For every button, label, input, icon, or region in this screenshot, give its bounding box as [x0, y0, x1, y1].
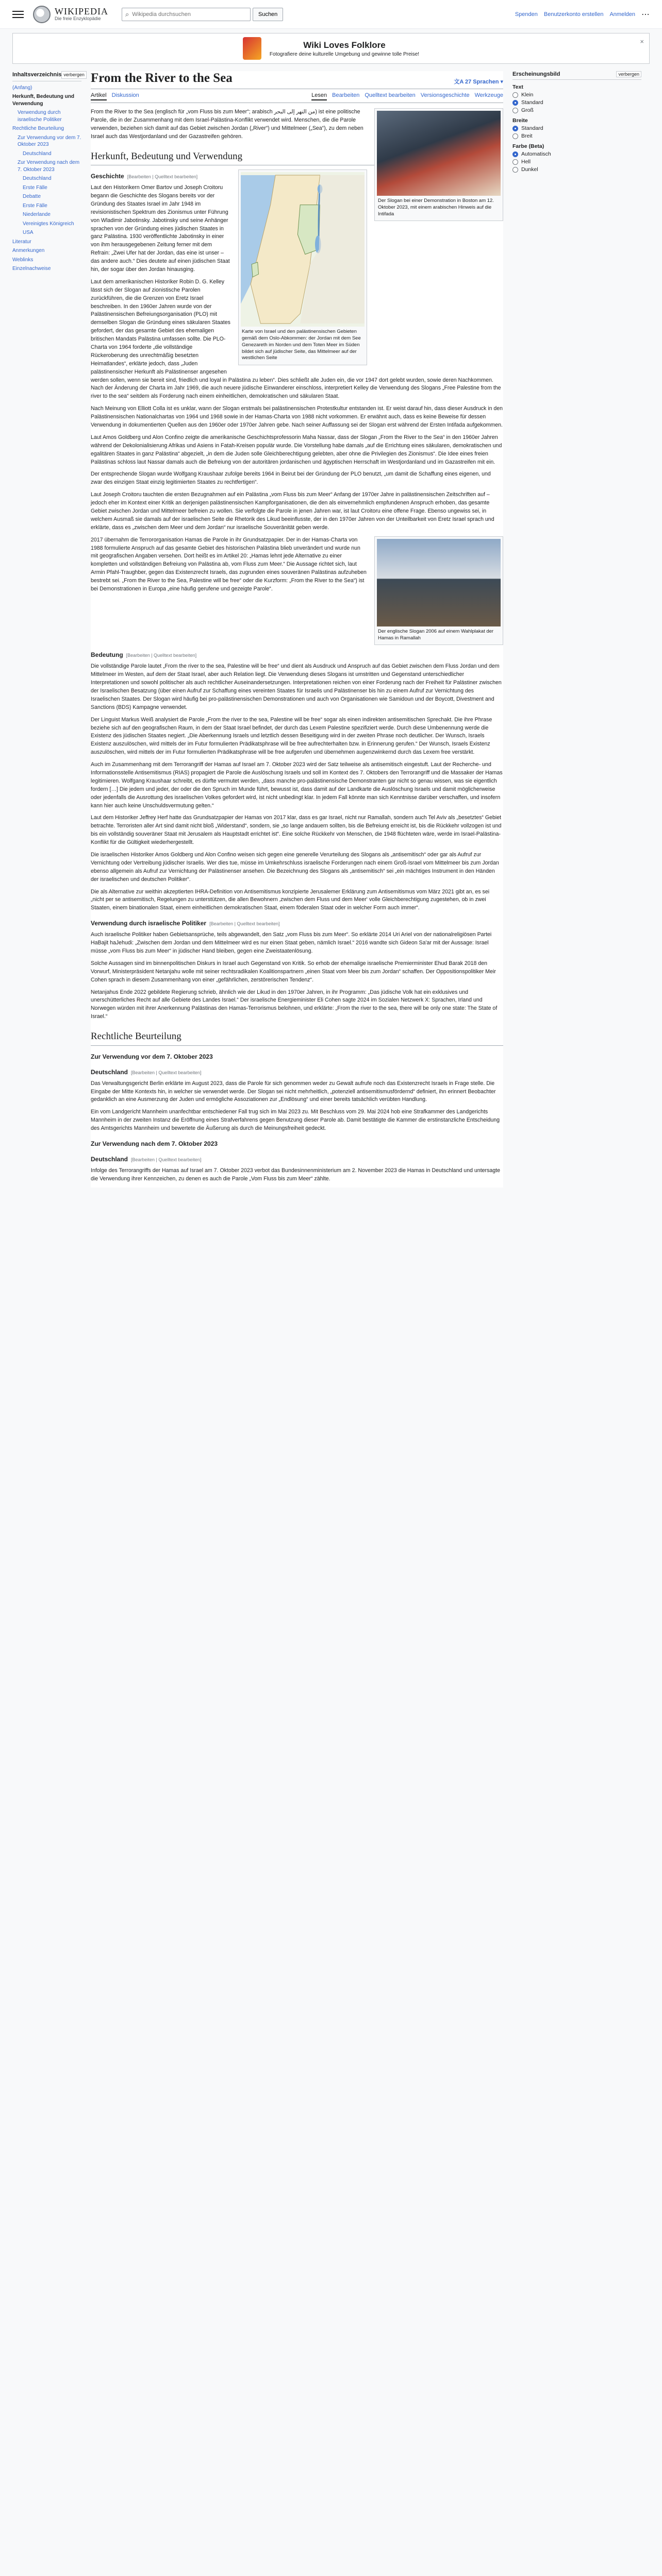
wikipedia-logo[interactable]	[33, 6, 108, 23]
search-icon: ⌕	[125, 10, 129, 18]
subsection-heading: Deutschland [Bearbeiten | Quelltext bearbeiten]	[91, 1156, 202, 1163]
toc-item[interactable]: Rechtliche Beurteilung	[12, 126, 64, 132]
toc-item[interactable]: Erste Fälle	[23, 184, 47, 191]
toc-item[interactable]: Debatte	[23, 194, 41, 200]
section-heading: Rechtliche Beurteilung	[91, 1029, 503, 1046]
banner-subtitle: Fotografiere deine kulturelle Umgebung und gewinne tolle Preise!	[269, 51, 420, 57]
article	[91, 71, 503, 1188]
paragraph: Die als Alternative zur weithin akzeptierten IHRA-Definition von Antisemitismus konzipierte Jerusalemer Erklärung zum Antisemitismus vom März 2021 gibt an, es sei „nicht per se antisemitisch, Regelungen zu unterstützen, die allen Bewohnern ‚zwischen dem Fluss und dem Meer‘ volle Gleichberechtigung zugestehen, ob in zwei Staaten, einem binationalen Staat, einem einheitlichen demokratischen Staat, einem föderalen Staat oder in welcher Form auch immer“.	[91, 888, 490, 911]
paragraph: Ein vom Landgericht Mannheim unanfechtbar entschiedener Fall trug sich im Mai 2023 zu. Mit Beschluss vom 29. Mai 2024 hob eine Strafkammer des Landgerichts Mannheim in der zweiten Instanz die Eröffnung eines Strafverfahrens gegen Benutzung dieser Parole ab. Damit bestätigte die Kammer die erstinstanzliche Entscheidung des Amtsgerichts Mannheim und bewertete die Äußerung als durch die Meinungsfreiheit gedeckt.	[91, 1109, 500, 1132]
paragraph: Auch im Zusammenhang mit dem Terrorangriff der Hamas auf Israel am 7. Oktober 2023 wird der Satz teilweise als antisemitisch eingestuft. Laut der Recherche- und Informationsstelle Antisemitismus (RIAS) propagiert die Parole die Auslöschung Israels und soll im Kontext des 7. Oktobers den Terrorangriff und die Massaker der Hamas legitimieren. Wolfgang Kraushaar schreibt, es dürfte vermutet werden, „dass manche pro-palästinensische Demonstranten gar nicht so genau wissen, was sie eigentlich fordern […] Die jedem und jeder, der oder die den Spruch im Munde führt, bewusst ist, dass damit auf der Landkarte die Auslöschung Israels und damit möglicherweise oder jedenfalls die Ausrottung des israelischen Volkes gefordert wird, ist nicht unbedingt klar. In jedem Fall könnte man sich Kenntnisse darüber verschaffen, und insofern kann hier auch keine Unschuldsvermutung gelten.“	[91, 761, 503, 809]
login-link[interactable]: Anmelden	[609, 11, 635, 18]
toc-item[interactable]: Einzelnachweise	[12, 266, 51, 272]
banner-title[interactable]: Wiki Loves Folklore	[303, 40, 386, 50]
edit-section-link[interactable]: [Bearbeiten | Quelltext bearbeiten]	[127, 174, 198, 180]
subsection-heading: Geschichte [Bearbeiten | Quelltext bearbeiten]	[91, 173, 198, 180]
radio-width-wide[interactable]: Breit	[512, 133, 641, 139]
toc-item[interactable]: Weblinks	[12, 257, 34, 263]
more-icon[interactable]: ⋯	[641, 10, 650, 19]
tab-article[interactable]: Artikel	[91, 92, 107, 100]
figure-caption: Der Slogan bei einer Demonstration in Boston am 12. Oktober 2023, mit einem arabischen Hinweis auf die Intifada	[378, 198, 494, 217]
text-size-label: Text	[512, 84, 523, 90]
figure-caption: Der englische Slogan 2006 auf einem Wahlplakat der Hamas in Ramallah	[378, 628, 494, 641]
toc-item[interactable]: Herkunft, Bedeutung und Verwendung	[12, 94, 74, 107]
gaza-region	[252, 262, 258, 277]
toc-item[interactable]: Erste Fälle	[23, 202, 47, 209]
figure	[238, 170, 367, 365]
paragraph: Laut dem Historiker Jeffrey Herf hatte das Grundsatzpapier der Hamas von 2017 klar, dass es gar Israel, nicht nur Ramallah, sondern auch Tel Aviv als „besetztes“ Gebiet betrachte. Terroristen aller Art sind damit nicht bloß „Widerstand“, sondern, sie „so lange andauern sollten, bis die Befreiung erreicht ist, bis die Rückkehr vollzogen ist und bis ein vollständig souveräner Staat mit Jerusalem als Hauptstadt errichtet ist“. Eine solche Rückkehr von Menschen, die 1948 flüchteten wäre, werde im Israel-Palästina-Konflikt für die Gültigkeit wiederhergestellt.	[91, 815, 502, 846]
appearance-title: Erscheinungsbild	[512, 71, 560, 77]
donate-link[interactable]: Spenden	[515, 11, 538, 18]
map-image[interactable]	[241, 172, 365, 327]
toc-item[interactable]: Niederlande	[23, 212, 51, 218]
toc-hide-button[interactable]: verbergen	[61, 71, 87, 79]
article-body	[91, 103, 503, 1183]
width-label: Breite	[512, 117, 528, 124]
paragraph: 2017 übernahm die Terrororganisation Hamas die Parole in ihr Grundsatzpapier. Der in der Hamas-Charta von 1988 formulierte Anspruch auf das gesamte Gebiet des historischen Palästina blieb unverändert und wurde nun mit geografischen Angaben versehen. Dort heißt es im Artikel 20: „Hamas lehnt jede Alternative zu einer kompletten und vollständigen Befreiung von Palästina ab, vom Fluss zum Meer.“ Die Aussage richtet sich, laut Armin Pfahl-Traughber, gegen das Existenzrecht Israels, das zugrunden eines souveränen Palästinas aufzuheben bestrebt sei. „From the River to the Sea, Palestine will be free“ oder die Kurzform: „From the River to the Sea“) ist bei Demonstrationen in Europa „eine häufig gerufene und gezeigte Parole“.	[91, 536, 367, 592]
logo-tagline: Die freie Enzyklopädie	[55, 16, 101, 22]
intro-paragraph: From the River to the Sea (englisch für „vom Fluss bis zum Meer“; arabisch من النهر إلى البحر) ist eine politische Parole, die in der Zusammenhang mit dem Israel-Palästina-Konflikt verwendet wird. Menschen, die die Parole verwenden, beziehen sich damit auf das Gebiet zwischen Jordan („River“) und Mittelmeer („Sea“), zu dem neben Israel auch das Westjordanland und der Gazastreifen gehören.	[91, 109, 363, 140]
language-button[interactable]: 文A 27 Sprachen ▾	[454, 79, 503, 85]
subsection-heading: Bedeutung [Bearbeiten | Quelltext bearbeiten]	[91, 651, 197, 659]
toc-item[interactable]: Vereinigtes Königreich	[23, 221, 74, 227]
page-title: From the River to the Sea	[91, 71, 233, 85]
subsection-heading: Zur Verwendung nach dem 7. Oktober 2023	[91, 1140, 218, 1147]
toc-item[interactable]: Deutschland	[23, 176, 52, 182]
header	[0, 0, 662, 29]
toc-item[interactable]: USA	[23, 230, 34, 236]
table-of-contents	[12, 71, 85, 1188]
edit-section-link[interactable]: [Bearbeiten | Quelltext bearbeiten]	[209, 921, 280, 927]
paragraph: Laut Amos Goldberg und Alon Confino zeigte die amerikanische Geschichtsprofessorin Maha Nassar, dass der Slogan „From the River to the Sea“ in den 1960er Jahren während der Dekolonialisierung Afrikas und Asiens in Fatah-Kreisen populär wurde. Die Vorstellung habe damals „auf die Errichtung eines säkularen, demokratischen und egalitären Staates in ganz Palästina“ abgezielt, „in dem die Juden solle Gleichberechtigung gelebten, aber ohne die Privilegien des Zionismus“. Die Idee eines freien Palästinas schloss laut Nassar damals auch die Befreiung von der autoritären jordanischen und ägyptischen Herrschaft im Westjordanland und im Gazastreifen mit ein.	[91, 434, 502, 465]
personal-tools	[515, 9, 650, 20]
toc-item[interactable]: Zur Verwendung vor dem 7. Oktober 2023	[18, 134, 81, 148]
tab-history[interactable]: Versionsgeschichte	[420, 92, 470, 98]
paragraph: Laut dem amerikanischen Historiker Robin D. G. Kelley lässt sich der Slogan auf zionistische Parolen zurückführen, die die Grenzen von Eretz Israel beschreiben. In den 1960er Jahren wurde von der Palästinensischen Befreiungsorganisation (PLO) mit demselben Slogan die Gründung eines säkularen Staates gefordert, der das gesamte Gebiet des ehemaligen britischen Mandats Palästina umfassen sollte. Die PLO-Charta von 1964 forderte „die vollständige Rückeroberung des unrechtmäßig besetzten Heimatlandes“, erklärte jedoch, dass „Juden palästinensischer Herkunft als Palästinenser angesehen werden sollen, wenn sie bereit sind, friedlich und loyal in Palästina zu leben“. Dies schließt alle Juden ein, die vor 1947 dort gelebt wurden, sowie deren Nachkommen. Nach der Änderung der Charta im Jahr 1969, die auch neuere jüdische Einwanderer einschloss, interpretiert Kelley die Verwendung des Slogans „Free Palestine from the river to the sea“ seitdem als Forderung nach einem einheitlichen, demokratischen und säkularen Staat.	[91, 278, 501, 400]
paragraph: Die vollständige Parole lautet „From the river to the sea, Palestine will be free“ und dient als Ausdruck und Anspruch auf das Gebiet zwischen dem Fluss Jordan und dem Mittelmeer im Westen, auf dem der Staat Israel, aber auch Relation liegt. Die Verwendung dieses Slogans ist umstritten und Gegenstand unterschiedlicher Interpretationen und sowohl politischer als auch rechtlicher Auseinandersetzungen. Interpretationen reichen von einer Forderung nach der Freiheit für Palästiner zwischen der Israelischen Besatzung (über einen Aufruf zur Schaffung eines vereinten Staates für Israelis und Palästinenser bis hin zu einem Aufruf zur Vernichtung des Israelischen Staates. Der Slogan wird häufig bei pro-palästinensischen Demonstrationen und auch von Organisationen wie Samidoun und der Boycott, Divestment and Sanctions (BDS) Kampagne verwendet.	[91, 663, 502, 710]
tab-tools[interactable]: Werkzeuge	[474, 92, 503, 98]
edit-section-link[interactable]: [Bearbeiten | Quelltext bearbeiten]	[131, 1157, 202, 1162]
subsection-heading: Verwendung durch israelische Politiker [Bearbeiten | Quelltext bearbeiten]	[91, 920, 280, 927]
main-menu-button[interactable]	[12, 11, 24, 18]
close-icon[interactable]: ×	[640, 38, 644, 45]
section-heading: Herkunft, Bedeutung und Verwendung	[91, 149, 503, 166]
toc-item[interactable]: Verwendung durch israelische Politiker	[18, 110, 62, 123]
radio-color-auto[interactable]: Automatisch	[512, 151, 641, 157]
edit-section-link[interactable]: [Bearbeiten | Quelltext bearbeiten]	[126, 653, 197, 658]
campaign-logo	[243, 37, 261, 60]
paragraph: Die israelischen Historiker Amos Goldberg und Alon Confino weisen sich gegen eine generelle Verurteilung des Slogans als „antisemitisch“ oder gar als Aufruf zur Vernichtung oder Vertreibung jüdischer Israelis. Wer dies tue, müsse im Umkehrschluss israelische Forderungen nach einem Groß-Israel vom Mittelmeer bis zum Jordan ebenso allgemein als Aufruf zur Vernichtung der Palästinenser ansehen. Die Bezeichnung des Slogans als „antisemitisch“ sei „ein mächtiges Instrument in den Händen der israelischen und deutschen Politiker“.	[91, 852, 499, 883]
paragraph: Netanjahus Ende 2022 gebildete Regierung schrieb, ähnlich wie der Likud in den 1970er Jahren, in ihr Programm: „Das jüdische Volk hat ein exklusives und unerschütterliches Recht auf alle Gebiete des Landes Israel.“ Der israelische Energieminister Eli Cohen sagte 2024 im Sozialen Netzwerk X: Sprachen, Irland und Norwegen würden mit ihrer Anerkennung Palästinas den Hamas-Terrorismus belohnen, und erklärte: „From the river to the sea, there will be only one state: The State of Israel.“	[91, 989, 498, 1020]
toc-item[interactable]: Anmerkungen	[12, 248, 45, 254]
paragraph: Infolge des Terrorangriffs der Hamas auf Israel am 7. Oktober 2023 verbot das Bundesinnenministerium am 2. November 2023 die Hamas in Deutschland und untersagte die Verwendung ihrer Kennzeichen, zu denen es auch die Parole „Vom Fluss bis zum Meer“ zählte.	[91, 1167, 500, 1182]
paragraph: Solche Aussagen sind im binnenpolitischen Diskurs in Israel auch Gegenstand von Kritik. So erhob der ehemalige israelische Premierminister Ehud Barak 2018 den Vorwurf, Ministerpräsident Netanjahu wolle mit seiner rechtsradikalen Koalitionspartnern „einen Staat vom Meer bis zum Jordan“ schaffen. Der Oppositionspolitiker Meir Cohen sprach in diesem Zusammenhang von einer „gefährlichen, zerstörerischen Tendenz“.	[91, 960, 496, 983]
paragraph: Das Verwaltungsgericht Berlin erklärte im August 2023, dass die Parole für sich genommen weder zu Gewalt aufrufe noch das Existenzrecht Israels in Frage stelle. Die Eingabe der Mitte Kontexts hin, in welcher sie verwendet werde. Der Slogan sei nicht mehrheitlich, „potenziell antisemitismusfördernd“ definiert, ihn erinnert Beobachter gedanklich an eine Ausmerzung der Juden und ermögliche Assoziationen zur „Endlösung“ und einer bereits tatsächlich verübten Handlung.	[91, 1080, 496, 1103]
figure	[374, 108, 503, 221]
radio-width-standard[interactable]: Standard	[512, 125, 641, 131]
subsection-heading: Zur Verwendung vor dem 7. Oktober 2023	[91, 1053, 213, 1060]
search-input[interactable]	[132, 11, 247, 18]
subsection-heading: Deutschland [Bearbeiten | Quelltext bearbeiten]	[91, 1068, 202, 1076]
tab-edit-source[interactable]: Quelltext bearbeiten	[365, 92, 416, 98]
paragraph: Auch israelische Politiker haben Gebietsansprüche, teils abgewandelt, den Satz „vom Fluss bis zum Meer“. So erklärte 2014 Uri Ariel von der nationalreligiösen Partei HaBajit haJehudi: „Zwischen dem Jordan und dem Mittelmeer wird es nur einen Staat geben, nämlich Israel.“ 2016 wandte sich Gideon Sa'ar mit der Aussage: Israel müsse „vom Fluss bis zum Meer“ in jüdischer Hand bleiben, gegen eine Zweistaatenlösung.	[91, 931, 492, 955]
campaign-banner	[12, 33, 650, 64]
logo-wordmark: WIKIPEDIA	[55, 6, 108, 17]
appearance-panel	[512, 71, 641, 1188]
toc-item[interactable]: (Anfang)	[12, 84, 32, 91]
search-button[interactable]: Suchen	[253, 8, 283, 21]
radio-color-light[interactable]: Hell	[512, 159, 641, 165]
toc-title: Inhaltsverzeichnis	[12, 72, 62, 78]
color-label: Farbe (Beta)	[512, 143, 544, 149]
toc-item[interactable]: Zur Verwendung nach dem 7. Oktober 2023	[18, 160, 80, 173]
tab-edit[interactable]: Bearbeiten	[332, 92, 360, 98]
figure	[374, 536, 503, 646]
radio-text-small[interactable]: Klein	[512, 92, 641, 98]
paragraph: Laut Joseph Croitoru tauchten die ersten Bezugnahmen auf ein Palästina „vom Fluss bis zum Meer“ Anfang der 1970er Jahre in palästinensischen Zeitschriften auf – jedoch eher im Kontext einer Kritik an derjenigen palästinensischen Kampforganisationen, die den als einvernehmlich empfundenen Anspruch erhoben, das gesamte Gebiet zwischen Jordan und Mittelmeer befreien zu wollen. Sie verfolgte die Parole in jenen Jahren war, ist laut Croitoru eine offene Frage. Ebenso ungewiss sei, in welchem Ausmaß sie damals auf der israelischen Seite die Rhetorik des Likud beeinflusste, der in den 1970er Jahren von der Unteilbarkeit von Eretz Israel sprach und erklärte, dass es „zwischen dem Meer und dem Jordan“ nur israelische Souveränität geben werde.	[91, 492, 494, 531]
page-tabs	[91, 89, 503, 103]
toc-item[interactable]: Deutschland	[23, 150, 52, 157]
globe-icon	[33, 6, 51, 23]
appearance-hide-button[interactable]: verbergen	[616, 71, 641, 77]
edit-section-link[interactable]: [Bearbeiten | Quelltext bearbeiten]	[131, 1070, 202, 1075]
paragraph: Der Linguist Markus Weiß analysiert die Parole „From the river to the sea, Palestine will be free“ sogar als einen indirekten antisemitischen Sprechakt. Die ihre Phrase beziehe sich auf den geografischen Raum, in dem der Staat Israel befindet, der durch das Lexem Palestine spezifiziert werde. Durch diese Umbenennung werde die Existenz des jüdischen Staates negiert. „Die Aberkennung Israels und letztlich dessen Beseitigung wird in der zweiten Phrase noch deutlicher. Der Wunsch, Israels Existenz auszulöschen, wird mittels der im Futur formulierten Prädikatsphrase will be free aufrechterhalten bzw. in Erinnerung gerufen.“ Der Wunsch, Israels Existenz auszulöschen, wird mittels der im Futur formulierten Prädikatsphrase will be free aufgerufen und übernehmen augenzwinkernd durch das Lexem free verstärkt.	[91, 716, 492, 756]
paragraph: Der entsprechende Slogan wurde Wolfgang Kraushaar zufolge bereits 1964 in Beirut bei der Gründung der PLO benutzt, „um damit die Schaffung eines eigenen, und zwar des einzigen Staat einzig legitimierten Staates zu rechtfertigen“.	[91, 471, 491, 486]
toc-item[interactable]: Literatur	[12, 239, 31, 245]
radio-text-standard[interactable]: Standard	[512, 99, 641, 106]
create-account-link[interactable]: Benutzerkonto erstellen	[543, 11, 604, 18]
tab-discussion[interactable]: Diskussion	[111, 92, 139, 98]
tab-read[interactable]: Lesen	[311, 92, 327, 100]
paragraph: Laut den Historikern Omer Bartov und Joseph Croitoru begann die Geschichte des Slogans bereits vor der Gründung des Staates Israel im Jahr 1948 im revisionistischen Spektrum des Zionismus unter Führung von Wladimir Jabotinsky. Jabotinsky und seine Anhänger sprachen von der Gründung eines jüdischen Staates in ganz Palästina. 1930 veröffentlichte Jabotinsky in einer von ihm herausgegebenen Zeitung ferner mit dem Refrain: „Zwei Ufer hat der Jordan, das eine ist unser – das andere auch.“ Dies deutete auf einen jüdischen Staat hin, der sogar über den Jordan hinausging.	[91, 184, 230, 273]
radio-text-large[interactable]: Groß	[512, 107, 641, 113]
figure-caption: Karte von Israel und den palästinensischen Gebieten gemäß dem Oslo-Abkommen: der Jordan mit dem See Genezareth im Norden und dem Toten Meer im Süden bildet sich auf jüdischer Seite, das Mittelmeer auf der westlichen Seite	[242, 329, 361, 361]
radio-color-dark[interactable]: Dunkel	[512, 166, 641, 173]
paragraph: Nach Meinung von Elliott Colla ist es unklar, wann der Slogan erstmals bei palästinensischen Protestkultur entstanden ist. Er weist darauf hin, dass dieser Ausdruck in den Palästinensischen Nationalchartas von 1964 und 1968 sowie in der Hamas-Charta von 1988 nicht vorkommen. Er erwähnt auch, dass es keine Beweise für dessen Verwendung in dokumentierten Quellen aus den 1960er oder 1970er Jahren gebe. Nach seiner Auffassung sei der Slogan erst während der Ersten Intifada aufgekommen.	[91, 405, 503, 428]
election-poster-photo[interactable]	[377, 539, 501, 626]
search-box	[122, 8, 251, 21]
demonstration-photo[interactable]	[377, 111, 501, 196]
